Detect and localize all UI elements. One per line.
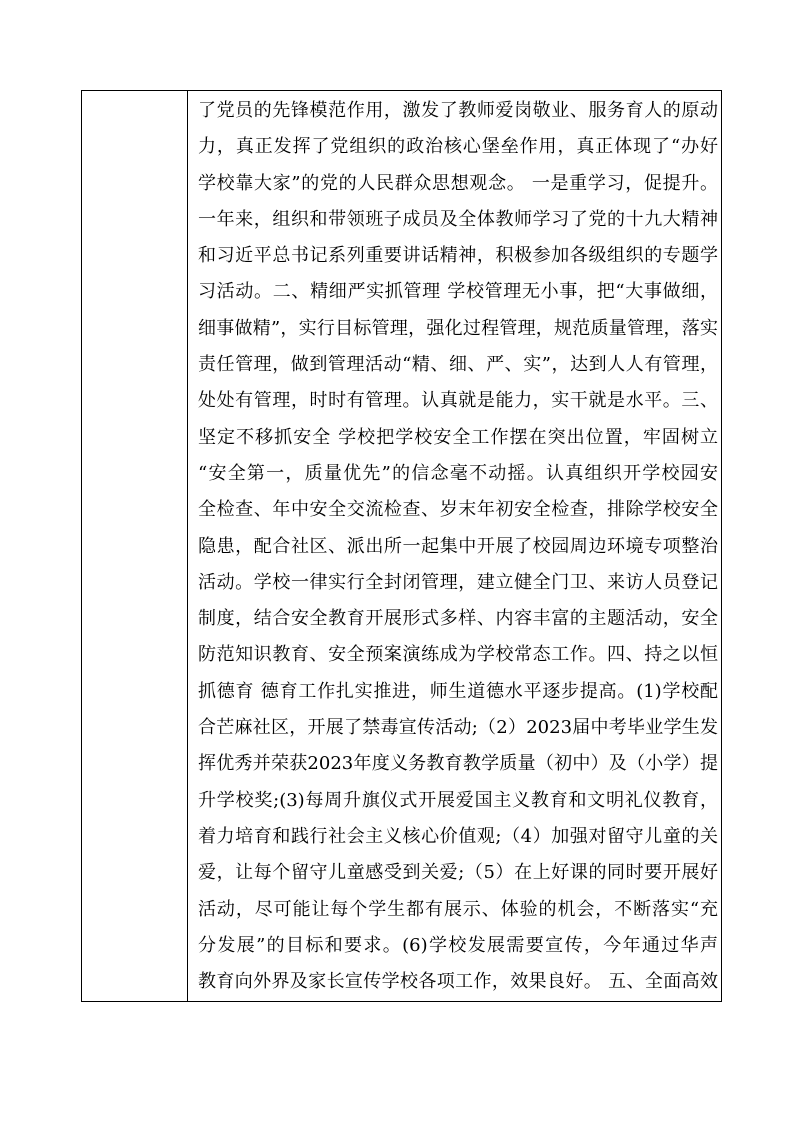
text-line: 教育向外界及家长宣传学校各项工作，效果良好。 五、全面高效: [198, 971, 718, 993]
text-line: 和习近平总书记系列重要讲话精神，积极参加各级组织的专题学: [198, 245, 718, 267]
table-column-divider: [187, 91, 188, 1001]
text-line: 制度，结合安全教育开展形式多样、内容丰富的主题活动，安全: [198, 608, 718, 630]
table-content-cell: [198, 93, 718, 1000]
text-line: 防范知识教育、安全预案演练成为学校常态工作。四、持之以恒: [198, 644, 718, 666]
text-line: 升学校奖;(3)每周升旗仪式开展爱国主义教育和文明礼仪教育，: [198, 789, 718, 811]
text-line: 处处有管理，时时有管理。认真就是能力，实干就是水平。三、: [198, 390, 718, 412]
text-line: 活动。学校一律实行全封闭管理，建立健全门卫、来访人员登记: [198, 571, 718, 593]
text-line: 活动，尽可能让每个学生都有展示、体验的机会，不断落实“充: [198, 898, 718, 920]
form-table: [81, 90, 722, 1002]
text-line: 着力培育和践行社会主义核心价值观;（4）加强对留守儿童的关: [198, 825, 718, 847]
text-line: 分发展”的目标和要求。(6)学校发展需要宣传，今年通过华声: [198, 934, 718, 956]
text-line: 力，真正发挥了党组织的政治核心堡垒作用，真正体现了“办好: [198, 136, 718, 158]
text-line: 学校靠大家”的党的人民群众思想观念。 一是重学习，促提升。: [198, 172, 718, 194]
text-line: 一年来，组织和带领班子成员及全体教师学习了党的十九大精神: [198, 208, 718, 230]
text-line: 合芒麻社区，开展了禁毒宣传活动;（2）2023届中考毕业学生发: [198, 717, 718, 739]
text-line: 全检查、年中安全交流检查、岁末年初安全检查，排除学校安全: [198, 499, 718, 521]
text-line: 坚定不移抓安全 学校把学校安全工作摆在突出位置，牢固树立: [198, 426, 718, 448]
text-line: 挥优秀并荣获2023年度义务教育教学质量（初中）及（小学）提: [198, 753, 718, 775]
text-line: 隐患，配合社区、派出所一起集中开展了校园周边环境专项整治: [198, 535, 718, 557]
text-line: 责任管理，做到管理活动“精、细、严、实”，达到人人有管理，: [198, 354, 718, 376]
text-line: 抓德育 德育工作扎实推进，师生道德水平逐步提高。(1)学校配: [198, 680, 718, 702]
text-line: 爱，让每个留守儿童感受到关爱;（5）在上好课的同时要开展好: [198, 862, 718, 884]
text-line: “安全第一，质量优先”的信念毫不动摇。认真组织开学校园安: [198, 462, 718, 484]
text-line: 了党员的先锋模范作用，激发了教师爱岗敬业、服务育人的原动: [198, 100, 718, 121]
text-line: 细事做精”，实行目标管理，强化过程管理，规范质量管理，落实: [198, 317, 718, 339]
text-line: 习活动。二、精细严实抓管理 学校管理无小事，把“大事做细，: [198, 281, 718, 303]
